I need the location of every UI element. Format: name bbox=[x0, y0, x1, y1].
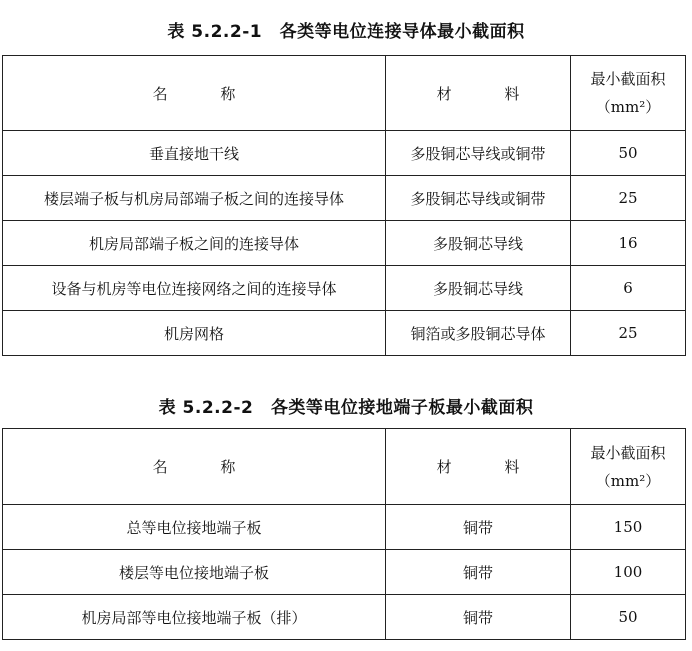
cell-area: 6 bbox=[571, 266, 686, 311]
header-name: 名 称 bbox=[3, 429, 386, 505]
header-name: 名 称 bbox=[3, 56, 386, 131]
table-row bbox=[3, 131, 686, 176]
table-row bbox=[3, 266, 686, 311]
header-material: 材 料 bbox=[386, 56, 571, 131]
table-equipotential-conductors bbox=[2, 55, 686, 356]
cell-material: 铜带 bbox=[386, 550, 571, 595]
cell-name: 总等电位接地端子板 bbox=[3, 505, 386, 550]
cell-material: 多股铜芯导线 bbox=[386, 221, 571, 266]
cell-name: 机房网格 bbox=[3, 311, 386, 356]
header-material: 材 料 bbox=[386, 429, 571, 505]
table-header-row bbox=[3, 56, 686, 131]
cell-material: 多股铜芯导线或铜带 bbox=[386, 176, 571, 221]
cell-material: 铜箔或多股铜芯导体 bbox=[386, 311, 571, 356]
table1-caption: 表 5.2.2-1 各类等电位连接导体最小截面积 bbox=[167, 22, 525, 42]
cell-name: 楼层等电位接地端子板 bbox=[3, 550, 386, 595]
table-equipotential-terminal-boards bbox=[2, 428, 686, 640]
cell-area: 50 bbox=[571, 131, 686, 176]
header-min-area-unit: （mm²） bbox=[595, 98, 661, 116]
cell-material: 铜带 bbox=[386, 505, 571, 550]
cell-area: 25 bbox=[571, 311, 686, 356]
cell-material: 铜带 bbox=[386, 595, 571, 640]
cell-area: 150 bbox=[571, 505, 686, 550]
table-header-row bbox=[3, 429, 686, 505]
cell-area: 50 bbox=[571, 595, 686, 640]
cell-name: 机房局部端子板之间的连接导体 bbox=[3, 221, 386, 266]
table-row bbox=[3, 505, 686, 550]
header-min-area-line1: 最小截面积 bbox=[590, 443, 666, 462]
header-min-area bbox=[571, 429, 686, 505]
cell-material: 多股铜芯导线或铜带 bbox=[386, 131, 571, 176]
cell-area: 25 bbox=[571, 176, 686, 221]
cell-name: 机房局部等电位接地端子板（排） bbox=[3, 595, 386, 640]
table2-caption: 表 5.2.2-2 各类等电位接地端子板最小截面积 bbox=[158, 398, 534, 418]
table-row bbox=[3, 221, 686, 266]
cell-area: 100 bbox=[571, 550, 686, 595]
cell-material: 多股铜芯导线 bbox=[386, 266, 571, 311]
cell-name: 设备与机房等电位连接网络之间的连接导体 bbox=[3, 266, 386, 311]
table-row bbox=[3, 595, 686, 640]
cell-name: 楼层端子板与机房局部端子板之间的连接导体 bbox=[3, 176, 386, 221]
header-min-area-line1: 最小截面积 bbox=[590, 70, 666, 88]
table-row bbox=[3, 311, 686, 356]
cell-area: 16 bbox=[571, 221, 686, 266]
table-row bbox=[3, 176, 686, 221]
table-row bbox=[3, 550, 686, 595]
cell-name: 垂直接地干线 bbox=[3, 131, 386, 176]
header-min-area bbox=[571, 56, 686, 131]
header-min-area-unit: （mm²） bbox=[595, 471, 661, 490]
